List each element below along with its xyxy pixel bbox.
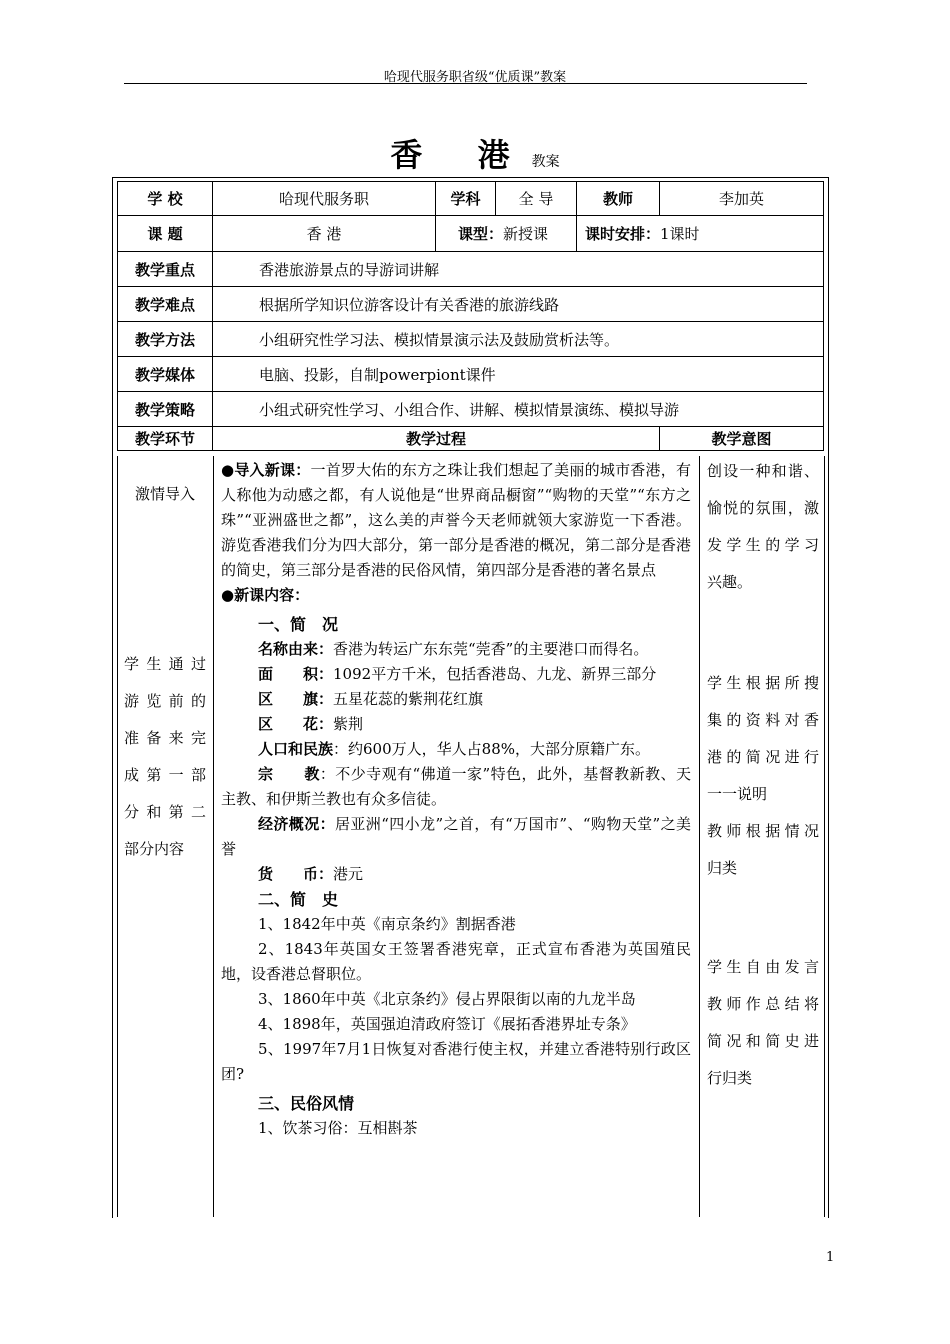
stage-tour-line: 准备来完 — [124, 729, 206, 747]
document-title — [0, 130, 950, 176]
row-method — [118, 322, 824, 357]
topic-label: 课 题 — [118, 216, 213, 252]
stage-header: 教学环节 — [118, 427, 213, 451]
stage-tour-line: 成第一部 — [124, 766, 206, 784]
school-value: 哈现代服务职 — [213, 182, 436, 216]
intent-header: 教学意图 — [660, 427, 824, 451]
lesson-body — [117, 456, 825, 1217]
media-label: 教学媒体 — [118, 357, 213, 392]
focus-value: 香港旅游景点的导游词讲解 — [213, 252, 824, 287]
currency: 货 币：港元 — [258, 865, 364, 883]
intent-block-1: 创设一种和谐、 愉悦的氛围，激 发学生的学习 兴趣。 — [707, 462, 819, 591]
section-1-heading: 一、简 况 — [258, 615, 339, 634]
hours-value: 1课时 — [660, 225, 700, 243]
difficulty-label: 教学难点 — [118, 287, 213, 322]
stage-tour-line: 学生通过 — [124, 655, 206, 673]
page-number: 1 — [826, 1250, 835, 1265]
school-label: 学 校 — [118, 182, 213, 216]
stage-tour-line: 游览前的 — [124, 692, 206, 710]
row-school — [118, 182, 824, 216]
section-3-heading: 三、民俗风情 — [258, 1094, 355, 1113]
focus-label: 教学重点 — [118, 252, 213, 287]
lesson-type-value: 新授课 — [503, 225, 549, 243]
new-content-label: ●新课内容： — [221, 586, 310, 604]
row-strategy — [118, 392, 824, 427]
intent-block-3: 学生自由发言 教师作总结将 简况和简史进 行归类 — [707, 958, 819, 1087]
difficulty-value: 根据所学知识位游客设计有关香港的旅游线路 — [213, 287, 824, 322]
history-item: 1、1842年中英《南京条约》割据香港 — [258, 915, 516, 933]
hours-cell — [577, 216, 824, 252]
religion: 宗 教：不少寺观有“佛道一家”特色，此外，基督教新教、天主教、和伊斯兰教也有众多信徒。 — [221, 765, 691, 808]
lesson-type-cell — [436, 216, 577, 252]
topic-value: 香 港 — [213, 216, 436, 252]
flag: 区 旗：五星花蕊的紫荆花红旗 — [258, 690, 484, 708]
row-difficulty — [118, 287, 824, 322]
strategy-label: 教学策略 — [118, 392, 213, 427]
economy: 经济概况：居亚洲“四小龙”之首，有“万国市”、“购物天堂”之美誉 — [221, 815, 691, 858]
lesson-type-label: 课型： — [458, 225, 504, 243]
intro-paragraph — [221, 458, 691, 583]
flower: 区 花：紫荆 — [258, 715, 364, 733]
teacher-label: 教师 — [577, 182, 660, 216]
strategy-value: 小组式研究性学习、小组合作、讲解、模拟情景演练、模拟导游 — [213, 392, 824, 427]
area: 面 积：1092平方千米，包括香港岛、九龙、新界三部分 — [258, 665, 657, 683]
stage-tour — [124, 646, 206, 868]
title-main: 香 港 — [390, 136, 532, 174]
teacher-value: 李加英 — [660, 182, 824, 216]
title-suffix: 教案 — [531, 154, 560, 170]
intro-label: ●导入新课： — [221, 461, 311, 479]
row-focus — [118, 252, 824, 287]
stage-tour-line: 部分内容 — [124, 840, 185, 858]
history-item: 2、1843年英国女王签署香港宪章，正式宣布香港为英国殖民地，设香港总督职位。 — [221, 940, 691, 983]
row-media — [118, 357, 824, 392]
method-label: 教学方法 — [118, 322, 213, 357]
row-topic — [118, 216, 824, 252]
intent-block-2: 学生根据所搜 集的资料对香 港的简况进行 一一说明 教师根据情况 归类 — [707, 674, 819, 877]
process-header: 教学过程 — [213, 427, 660, 451]
process-content — [221, 458, 691, 1141]
hours-label: 课时安排： — [585, 225, 661, 243]
history-item: 3、1860年中英《北京条约》侵占界限街以南的九龙半岛 — [258, 990, 636, 1008]
lesson-plan-table — [117, 181, 823, 451]
intro-text: 一首罗大佑的东方之珠让我们想起了美丽的城市香港，有人称他为动感之都，有人说他是“世界商品橱窗”“购物的天堂”“东方之珠”“亚洲盛世之都”，这么美的声誉今天老师就领大家游览一下香港。游览香港我们分为四大部分，第一部分是香港的概况，第二部分是香港的简史，第三部分是香港的民俗风情，第四部分是香港的著名景点 — [221, 461, 691, 579]
population: 人口和民族：约600万人，华人占88%，大部分原籍广东。 — [258, 740, 650, 758]
section-2-heading: 二、简 史 — [258, 890, 339, 909]
history-item: 5、1997年7月1日恢复对香港行使主权，并建立香港特别行政区团? — [221, 1040, 691, 1083]
subject-label: 学科 — [436, 182, 496, 216]
custom-item: 1、饮茶习俗：互相斟茶 — [258, 1119, 418, 1137]
subject-value: 全 导 — [496, 182, 577, 216]
name-origin: 名称由来：香港为转运广东东莞“莞香”的主要港口而得名。 — [258, 640, 649, 658]
stage-tour-line: 分和第二 — [124, 803, 206, 821]
page-header: 哈现代服务职省级“优质课”教案 — [383, 70, 567, 85]
header-rule — [124, 83, 807, 84]
method-value: 小组研究性学习法、模拟情景演示法及鼓励赏析法等。 — [213, 322, 824, 357]
media-value: 电脑、投影，自制powerpiont课件 — [213, 357, 824, 392]
row-column-headers — [118, 427, 824, 451]
stage-intro: 激情导入 — [134, 485, 195, 503]
history-item: 4、1898年，英国强迫清政府签订《展拓香港界址专条》 — [258, 1015, 636, 1033]
